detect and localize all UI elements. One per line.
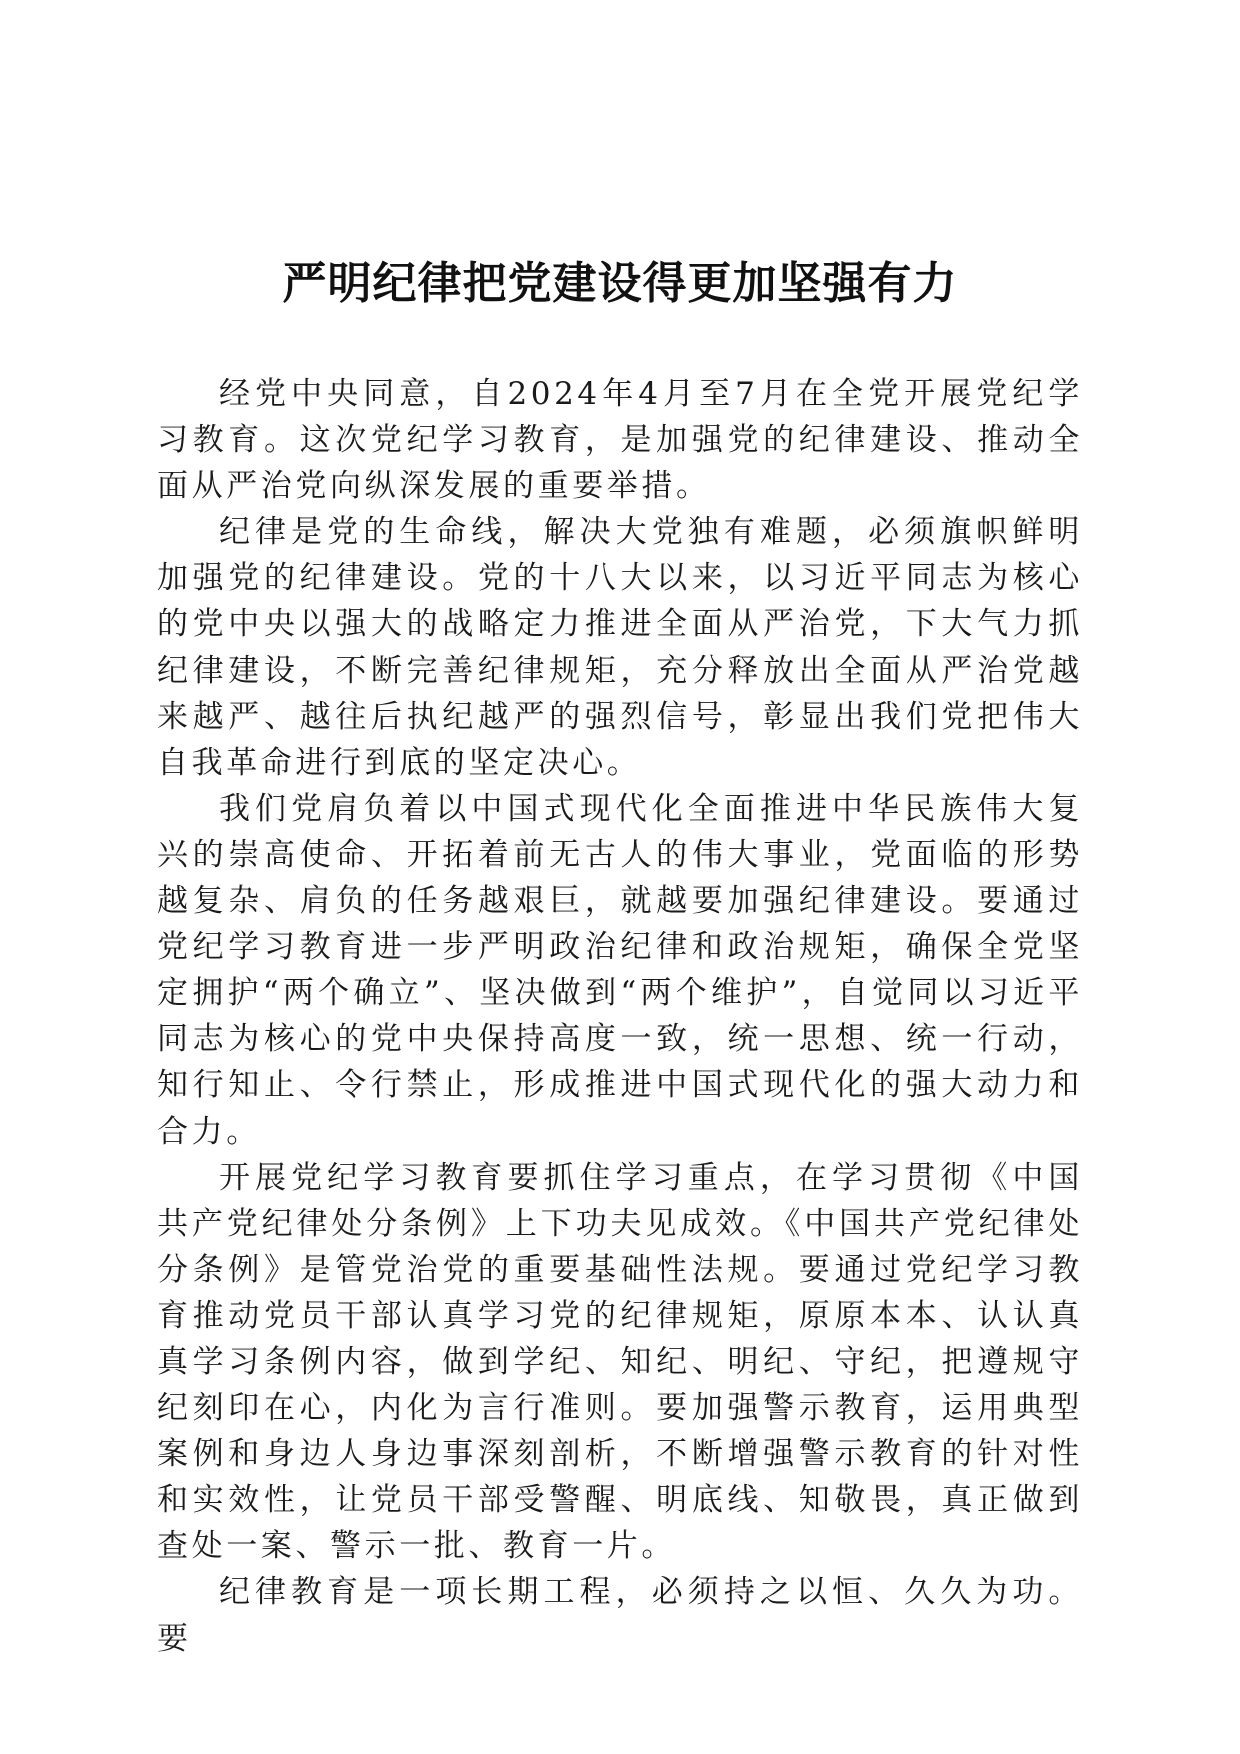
paragraph: 纪律是党的生命线，解决大党独有难题，必须旗帜鲜明加强党的纪律建设。党的十八大以来，以习近平同志为核心的党中央以强大的战略定力推进全面从严治党，下大气力抓纪律建设，不断完善纪律规矩，充分释放出全面从严治党越来越严、越往后执纪越严的强烈信号，彰显出我们党把伟大自我革命进行到底的坚定决心。 <box>157 514 1083 781</box>
paragraph: 开展党纪学习教育要抓住学习重点，在学习贯彻《中国共产党纪律处分条例》上下功夫见成效。《中国共产党纪律处分条例》是管党治党的重要基础性法规。要通过党纪学习教育推动党员干部认真学习党的纪律规矩，原原本本、认认真真学习条例内容，做到学纪、知纪、明纪、守纪，把遵规守纪刻印在心，内化为言行准则。要加强警示教育，运用典型案例和身边人身边事深刻剖析，不断增强警示教育的针对性和实效性，让党员干部受警醒、明底线、知敬畏，真正做到查处一案、警示一批、教育一片。 <box>157 1159 1083 1565</box>
paragraph: 我们党肩负着以中国式现代化全面推进中华民族伟大复兴的崇高使命、开拓着前无古人的伟大事业，党面临的形势越复杂、肩负的任务越艰巨，就越要加强纪律建设。要通过党纪学习教育进一步严明政治纪律和政治规矩，确保全党坚定拥护“两个确立”、坚决做到“两个维护”，自觉同以习近平同志为核心的党中央保持高度一致，统一思想、统一行动，知行知止、令行禁止，形成推进中国式现代化的强大动力和合力。 <box>157 790 1083 1150</box>
paragraph: 纪律教育是一项长期工程，必须持之以恒、久久为功。要 <box>157 1574 1083 1657</box>
paragraph: 经党中央同意，自2024年4月至7月在全党开展党纪学习教育。这次党纪学习教育，是加强党的纪律建设、推动全面从严治党向纵深发展的重要举措。 <box>157 376 1083 505</box>
document-title: 严明纪律把党建设得更加坚强有力 <box>282 258 958 309</box>
document-body <box>157 371 1083 1662</box>
